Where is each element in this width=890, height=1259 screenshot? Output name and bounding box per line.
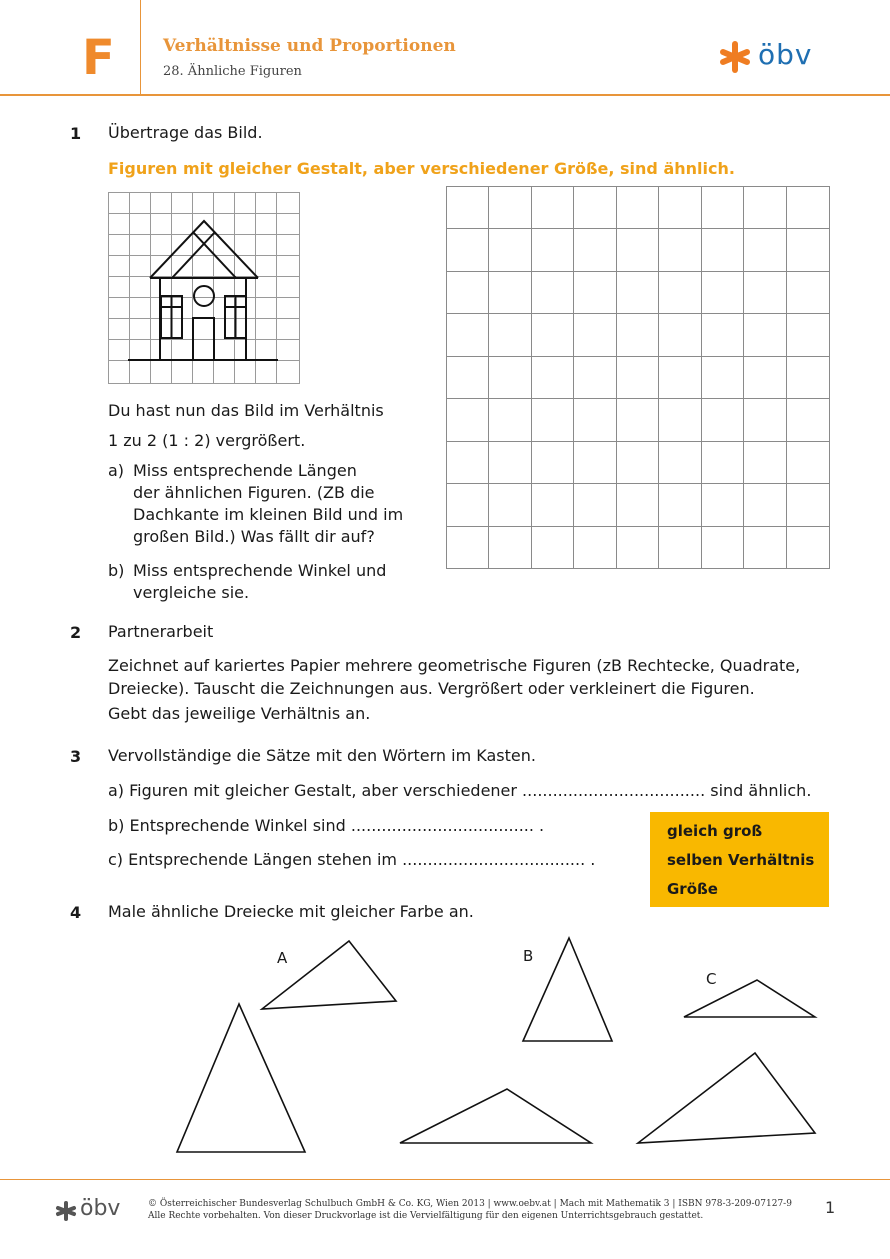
subtask-b-line: Miss entsprechende Winkel und [133,561,387,580]
task-heading: Male ähnliche Dreiecke mit gleicher Farbe an. [108,902,474,921]
triangle-label-b: B [523,947,534,965]
section-subtitle: 28. Ähnliche Figuren [163,64,302,79]
triangle-large-left[interactable] [177,1004,305,1152]
chapter-letter: F [82,30,115,86]
subtask-a-label: a) [108,461,125,480]
triangle-label-a: A [277,949,288,967]
publisher-star-icon [718,40,752,74]
sentence-a[interactable]: a) Figuren mit gleicher Gestalt, aber verschiedener .................................... sind ähnlich. [108,781,812,800]
subtask-a-line: der ähnlichen Figuren. (ZB die [133,483,375,502]
subtask-a-line: Miss entsprechende Längen [133,461,357,480]
triangle-b[interactable] [523,938,612,1041]
large-drawing-grid[interactable] [446,186,830,569]
sentence-b[interactable]: b) Entsprechende Winkel sind .................................... . [108,816,545,835]
triangle-a[interactable] [262,941,396,1009]
task-number: 3 [70,747,82,766]
word-option: Größe [667,880,718,898]
triangle-large-right[interactable] [638,1053,815,1143]
rights-line: Alle Rechte vorbehalten. Von dieser Druckvorlage ist die Vervielfältigung für den eigenen Unterrichtsgebrauch gestattet. [148,1211,704,1221]
task-number: 1 [70,124,82,143]
chapter-title: Verhältnisse und Proportionen [163,36,456,56]
header-divider [140,0,141,95]
triangles-area [170,930,830,1160]
subtask-a-line: großen Bild.) Was fällt dir auf? [133,527,375,546]
task-heading: Vervollständige die Sätze mit den Wörtern im Kasten. [108,746,536,765]
copyright-line: © Österreichischer Bundesverlag Schulbuch GmbH & Co. KG, Wien 2013 | www.oebv.at | Mach mit Mathematik 3 | ISBN 978-3-209-07127-9 [148,1199,792,1209]
footer-star-icon [55,1200,77,1222]
word-option: gleich groß [667,822,763,840]
sentence-c[interactable]: c) Entsprechende Längen stehen im .................................... . [108,850,596,869]
triangle-label-c: C [706,970,717,988]
header-rule [0,94,890,96]
ratio-text-line2: 1 zu 2 (1 : 2) vergrößert. [108,431,306,450]
task2-line: Dreiecke). Tauscht die Zeichnungen aus. Vergrößert oder verkleinert die Figuren. [108,679,755,698]
word-option: selben Verhältnis [667,851,815,869]
subtask-b-line: vergleiche sie. [133,583,250,602]
task-heading: Partnerarbeit [108,622,214,641]
subtask-b-label: b) [108,561,125,580]
triangle-flat-bottom[interactable] [400,1089,591,1143]
word-box [650,812,829,907]
ratio-text-line1: Du hast nun das Bild im Verhältnis [108,401,384,420]
task-number: 2 [70,623,82,642]
page-number: 1 [825,1198,836,1217]
footer-rule [0,1179,890,1180]
publisher-logo: öbv [758,38,813,71]
task2-line: Zeichnet auf kariertes Papier mehrere geometrische Figuren (zB Rechtecke, Quadrate, [108,656,801,675]
task-heading: Übertrage das Bild. [108,123,263,142]
triangle-c[interactable] [684,980,815,1017]
definition-highlight: Figuren mit gleicher Gestalt, aber verschiedener Größe, sind ähnlich. [108,159,735,178]
footer-logo: öbv [80,1196,121,1221]
task-number: 4 [70,903,82,922]
task2-line: Gebt das jeweilige Verhältnis an. [108,704,371,723]
small-house-grid [108,192,300,384]
subtask-a-line: Dachkante im kleinen Bild und im [133,505,404,524]
